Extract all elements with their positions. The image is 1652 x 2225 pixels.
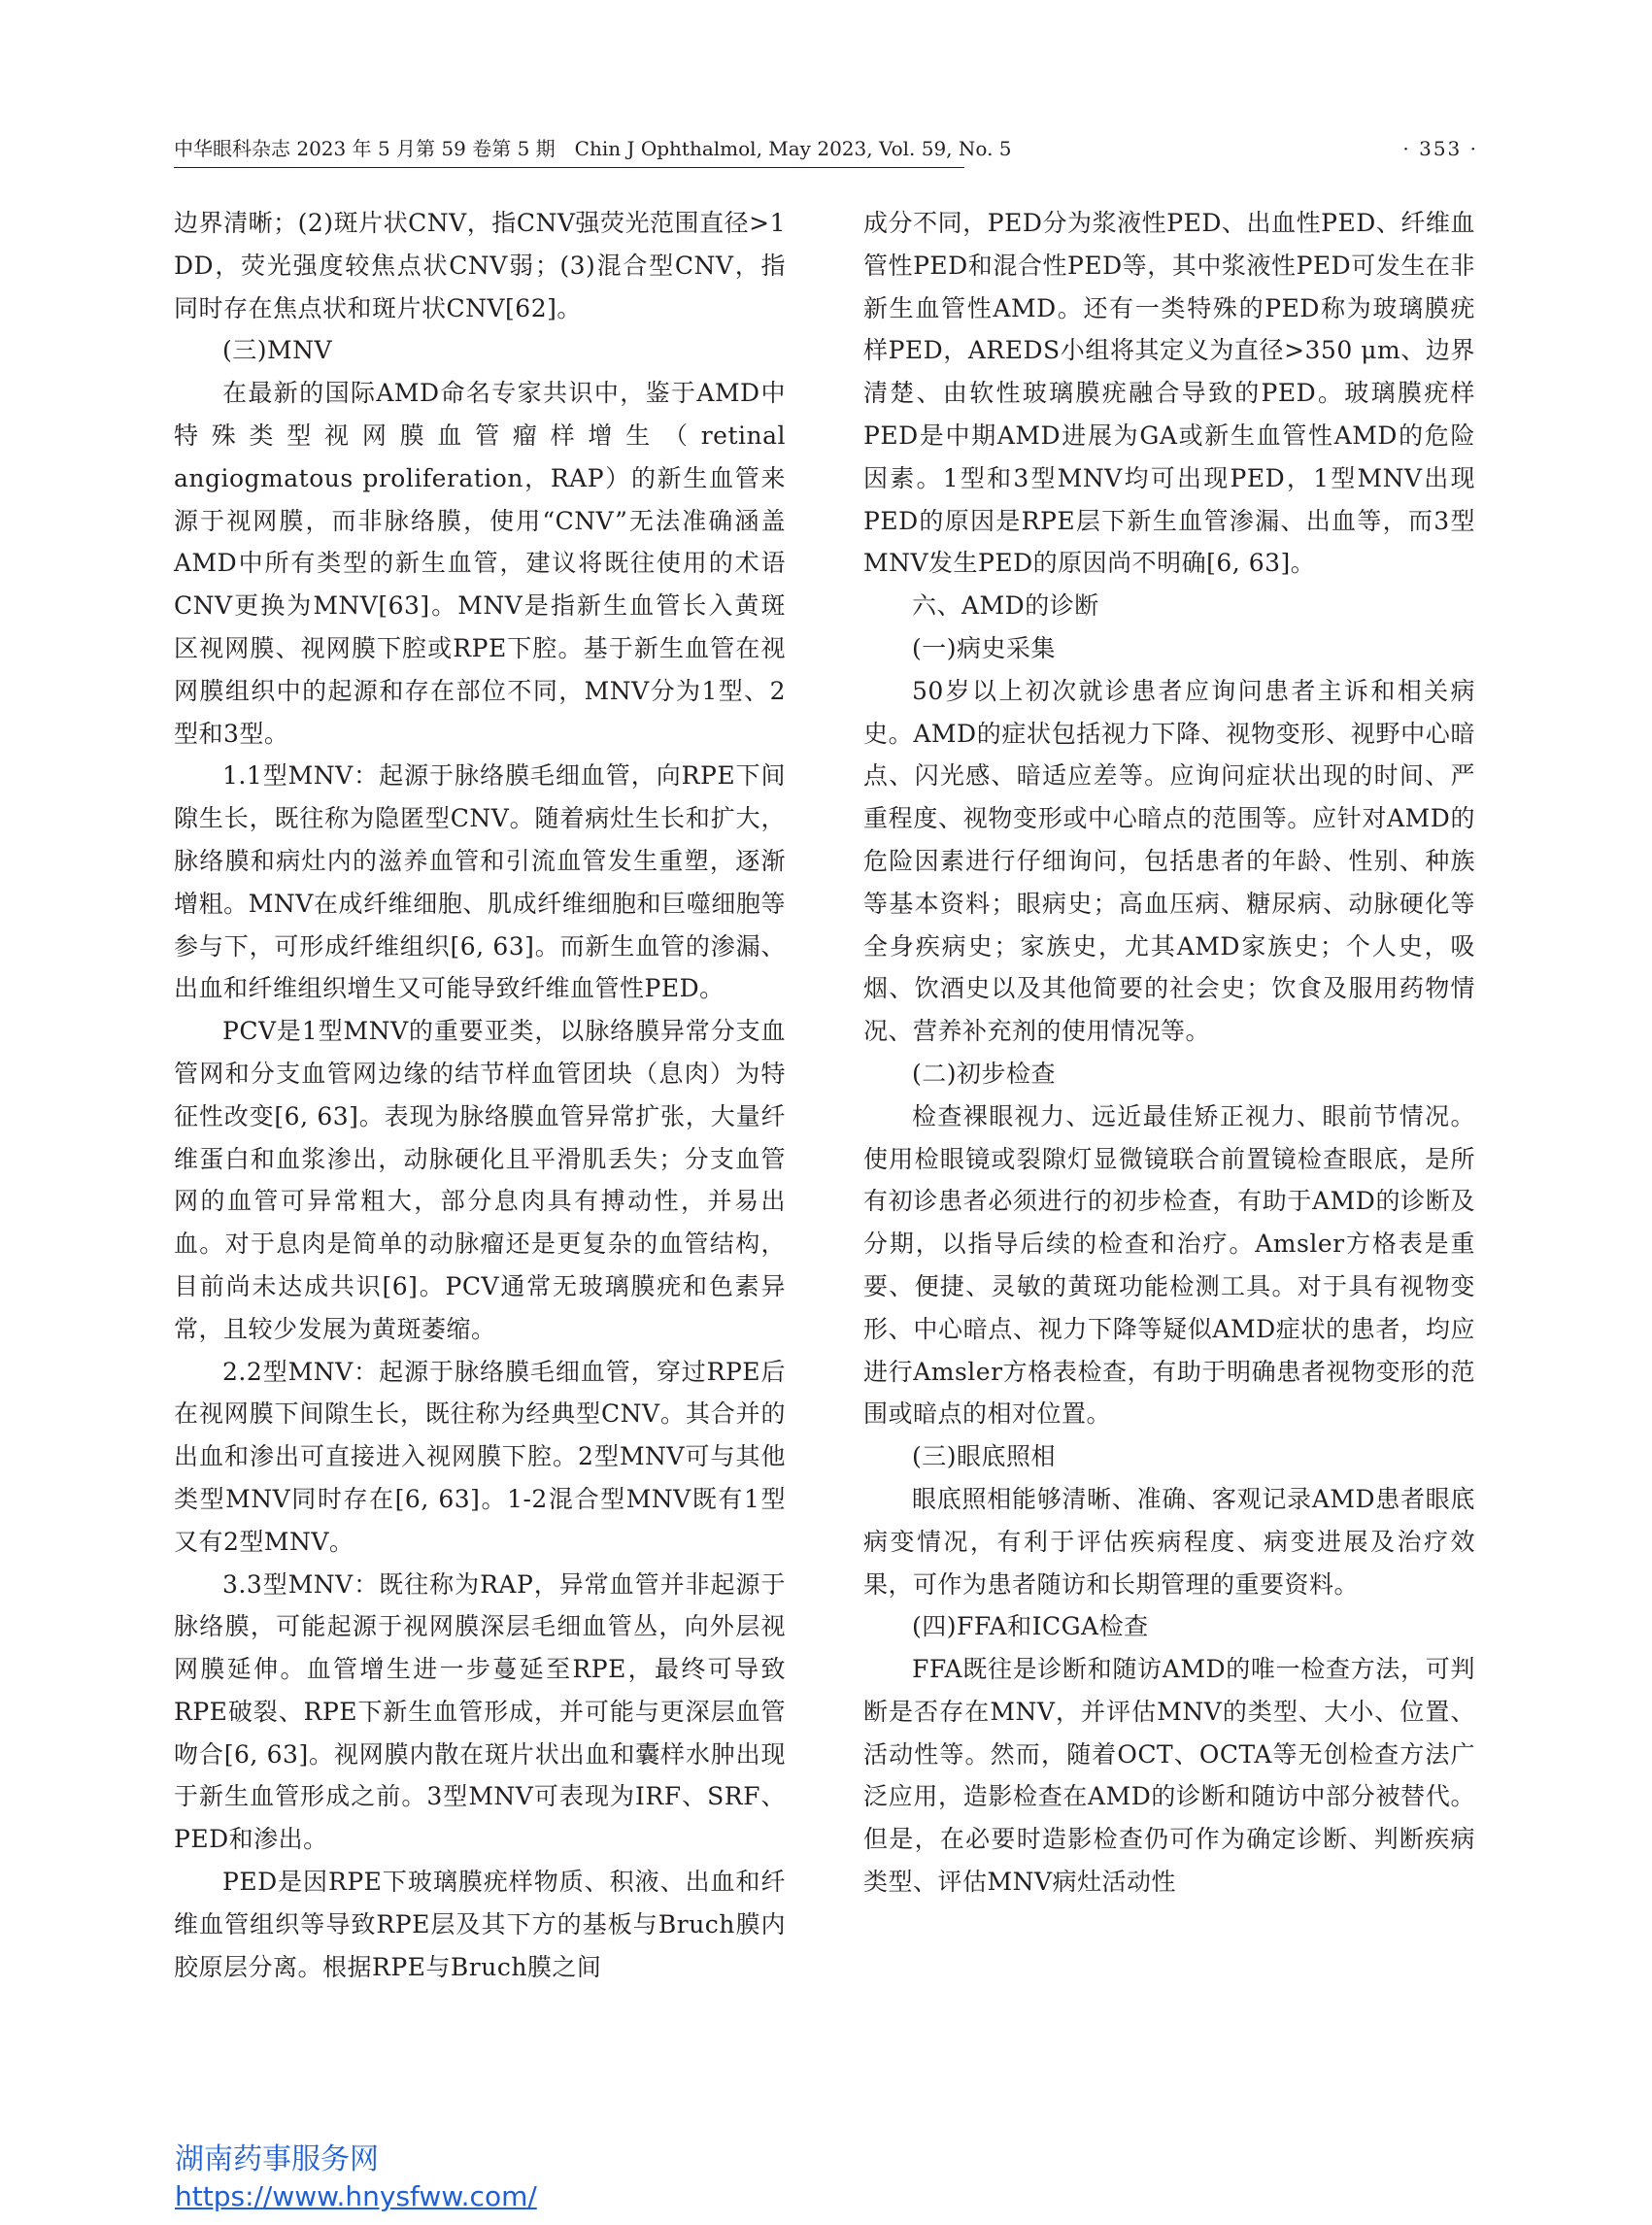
section-heading: 六、AMD的诊断 — [912, 591, 1099, 621]
paragraph: 2.2型MNV：起源于脉络膜毛细血管，穿过RPE后在视网膜下间隙生长，既往称为经典型CNV。其合并的出血和渗出可直接进入视网膜下腔。2型MNV可与其他类型MNV同时存在[6, 63]。1-2混合型MNV既有1型又有2型MNV。 — [174, 1357, 786, 1556]
page-number: · 353 · — [1402, 137, 1478, 160]
paragraph: 在最新的国际AMD命名专家共识中，鉴于AMD中特殊类型视网膜血管瘤样增生（retinal angiogmatous proliferation，RAP）的新生血管来源于视网膜，而非脉络膜，使用“CNV”无法准确涵盖AMD中所有类型的新生血管，建议将既往使用的术语CNV更换为MNV[63]。MNV是指新生血管长入黄斑区视网膜、视网膜下腔或RPE下腔。基于新生血管在视网膜组织中的起源和存在部位不同，MNV分为1型、2型和3型。 — [174, 379, 786, 748]
paragraph: 眼底照相能够清晰、准确、客观记录AMD患者眼底病变情况，有利于评估疾病程度、病变进展及治疗效果，可作为患者随访和长期管理的重要资料。 — [863, 1484, 1475, 1599]
left-column — [174, 202, 786, 1988]
paragraph: 50岁以上初次就诊患者应询问患者主诉和相关病史。AMD的症状包括视力下降、视物变形、视野中心暗点、闪光感、暗适应差等。应询问症状出现的时间、严重程度、视物变形或中心暗点的范围等。应针对AMD的危险因素进行仔细询问，包括患者的年龄、性别、种族等基本资料；眼病史；高血压病、糖尿病、动脉硬化等全身疾病史；家族史，尤其AMD家族史；个人史，吸烟、饮酒史以及其他简要的社会史；饮食及服用药物情况、营养补充剂的使用情况等。 — [863, 676, 1475, 1046]
paragraph: PED是因RPE下玻璃膜疣样物质、积液、出血和纤维血管组织等导致RPE层及其下方的基板与Bruch膜内胶原层分离。根据RPE与Bruch膜之间 — [174, 1868, 786, 1981]
section-heading: (二)初步检查 — [912, 1059, 1057, 1088]
paragraph: 边界清晰；(2)斑片状CNV，指CNV强荧光范围直径>1 DD，荧光强度较焦点状CNV弱；(3)混合型CNV，指同时存在焦点状和斑片状CNV[62]。 — [174, 209, 786, 322]
section-heading: (三)MNV — [222, 336, 333, 365]
header-rule — [174, 167, 964, 168]
watermark-footer — [175, 2141, 537, 2215]
section-heading: (四)FFA和ICGA检查 — [912, 1612, 1149, 1641]
right-column — [863, 202, 1475, 1904]
site-url-link[interactable]: https://www.hnysfww.com/ — [175, 2180, 537, 2212]
running-header — [174, 134, 1478, 163]
paragraph: 检查裸眼视力、远近最佳矫正视力、眼前节情况。使用检眼镜或裂隙灯显微镜联合前置镜检查眼底，是所有初诊患者必须进行的初步检查，有助于AMD的诊断及分期，以指导后续的检查和治疗。Amsler方格表是重要、便捷、灵敏的黄斑功能检测工具。对于具有视物变形、中心暗点、视力下降等疑似AMD症状的患者，均应进行Amsler方格表检查，有助于明确患者视物变形的范围或暗点的相对位置。 — [863, 1101, 1475, 1429]
site-name: 湖南药事服务网 — [175, 2142, 379, 2176]
paragraph: 1.1型MNV：起源于脉络膜毛细血管，向RPE下间隙生长，既往称为隐匿型CNV。随着病灶生长和扩大，脉络膜和病灶内的滋养血管和引流血管发生重塑，逐渐增粗。MNV在成纤维细胞、肌成纤维细胞和巨噬细胞等参与下，可形成纤维组织[6, 63]。而新生血管的渗漏、出血和纤维组织增生又可能导致纤维血管性PED。 — [174, 761, 786, 1003]
paragraph: FFA既往是诊断和随访AMD的唯一检查方法，可判断是否存在MNV，并评估MNV的类型、大小、位置、活动性等。然而，随着OCT、OCTA等无创检查方法广泛应用，造影检查在AMD的诊断和随访中部分被替代。但是，在必要时造影检查仍可作为确定诊断、判断疾病类型、评估MNV病灶活动性 — [863, 1655, 1475, 1897]
paragraph: 成分不同，PED分为浆液性PED、出血性PED、纤维血管性PED和混合性PED等，其中浆液性PED可发生在非新生血管性AMD。还有一类特殊的PED称为玻璃膜疣样PED，AREDS小组将其定义为直径>350 μm、边界清楚、由软性玻璃膜疣融合导致的PED。玻璃膜疣样PED是中期AMD进展为GA或新生血管性AMD的危险因素。1型和3型MNV均可出现PED，1型MNV出现PED的原因是RPE层下新生血管渗漏、出血等，而3型MNV发生PED的原因尚不明确[6, 63]。 — [863, 209, 1475, 578]
paragraph: PCV是1型MNV的重要亚类，以脉络膜异常分支血管网和分支血管网边缘的结节样血管团块（息肉）为特征性改变[6, 63]。表现为脉络膜血管异常扩张，大量纤维蛋白和血浆渗出，动脉硬化且平滑肌丢失；分支血管网的血管可异常粗大，部分息肉具有搏动性，并易出血。对于息肉是简单的动脉瘤还是更复杂的血管结构，目前尚未达成共识[6]。PCV通常无玻璃膜疣和色素异常，且较少发展为黄斑萎缩。 — [174, 1017, 786, 1343]
section-heading: (三)眼底照相 — [912, 1442, 1057, 1471]
paragraph: 3.3型MNV：既往称为RAP，异常血管并非起源于脉络膜，可能起源于视网膜深层毛细血管丛，向外层视网膜延伸。血管增生进一步蔓延至RPE，最终可导致RPE破裂、RPE下新生血管形成，并可能与更深层血管吻合[6, 63]。视网膜内散在斑片状出血和囊样水肿出现于新生血管形成之前。3型MNV可表现为IRF、SRF、PED和渗出。 — [174, 1569, 786, 1854]
journal-citation: 中华眼科杂志 2023 年 5 月第 59 卷第 5 期 Chin J Ophthalmol, May 2023, Vol. 59, No. 5 — [174, 137, 1012, 160]
section-heading: (一)病史采集 — [912, 633, 1057, 662]
